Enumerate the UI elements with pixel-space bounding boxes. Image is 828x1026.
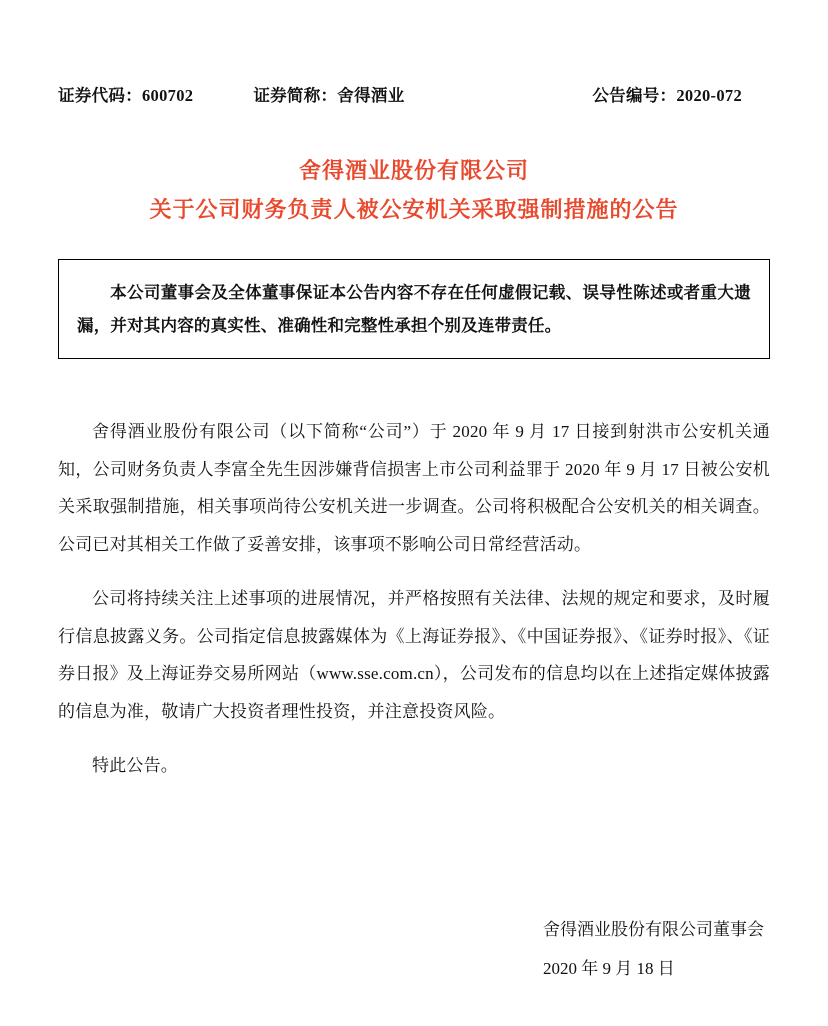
signature-date: 2020 年 9 月 18 日 xyxy=(543,958,675,978)
disclaimer-box xyxy=(58,259,770,359)
body-paragraph: 舍得酒业股份有限公司（以下简称“公司”）于 2020 年 9 月 17 日接到射洪市公安机关通知，公司财务负责人李富全先生因涉嫌背信损害上市公司利益罪于 2020 年 9 月 17 日被公安机关采取强制措施，相关事项尚待公安机关进一步调查。公司将积极配合公安机关的相关调查。公司已对其相关工作做了妥善安排，该事项不影响公司日常经营活动。 xyxy=(58,422,770,555)
security-code: 证券代码：600702 xyxy=(58,86,194,105)
security-abbreviation: 证券简称：舍得酒业 xyxy=(253,86,405,105)
title-line-1: 舍得酒业股份有限公司 xyxy=(298,158,529,183)
body-paragraph: 公司将持续关注上述事项的进展情况，并严格按照有关法律、法规的规定和要求，及时履行信息披露义务。公司指定信息披露媒体为《上海证券报》、《中国证券报》、《证券时报》、《证券日报》及上海证券交易所网站（www.sse.com.cn），公司发布的信息均以在上述指定媒体披露的信息为准，敬请广大投资者理性投资，并注意投资风险。 xyxy=(58,588,770,722)
title-line-2: 关于公司财务负责人被公安机关采取强制措施的公告 xyxy=(149,196,679,222)
page-title xyxy=(86,152,741,229)
announcement-number: 公告编号：2020-072 xyxy=(592,86,742,105)
disclaimer-text: 本公司董事会及全体董事保证本公告内容不存在任何虚假记载、误导性陈述或者重大遗漏，并对其内容的真实性、准确性和完整性承担个别及连带责任。 xyxy=(77,283,751,335)
signature-company: 舍得酒业股份有限公司董事会 xyxy=(543,919,764,939)
body-paragraph: 特此公告。 xyxy=(92,755,178,775)
document-body xyxy=(58,413,770,785)
signature-block xyxy=(543,910,764,988)
document-header xyxy=(58,82,770,106)
